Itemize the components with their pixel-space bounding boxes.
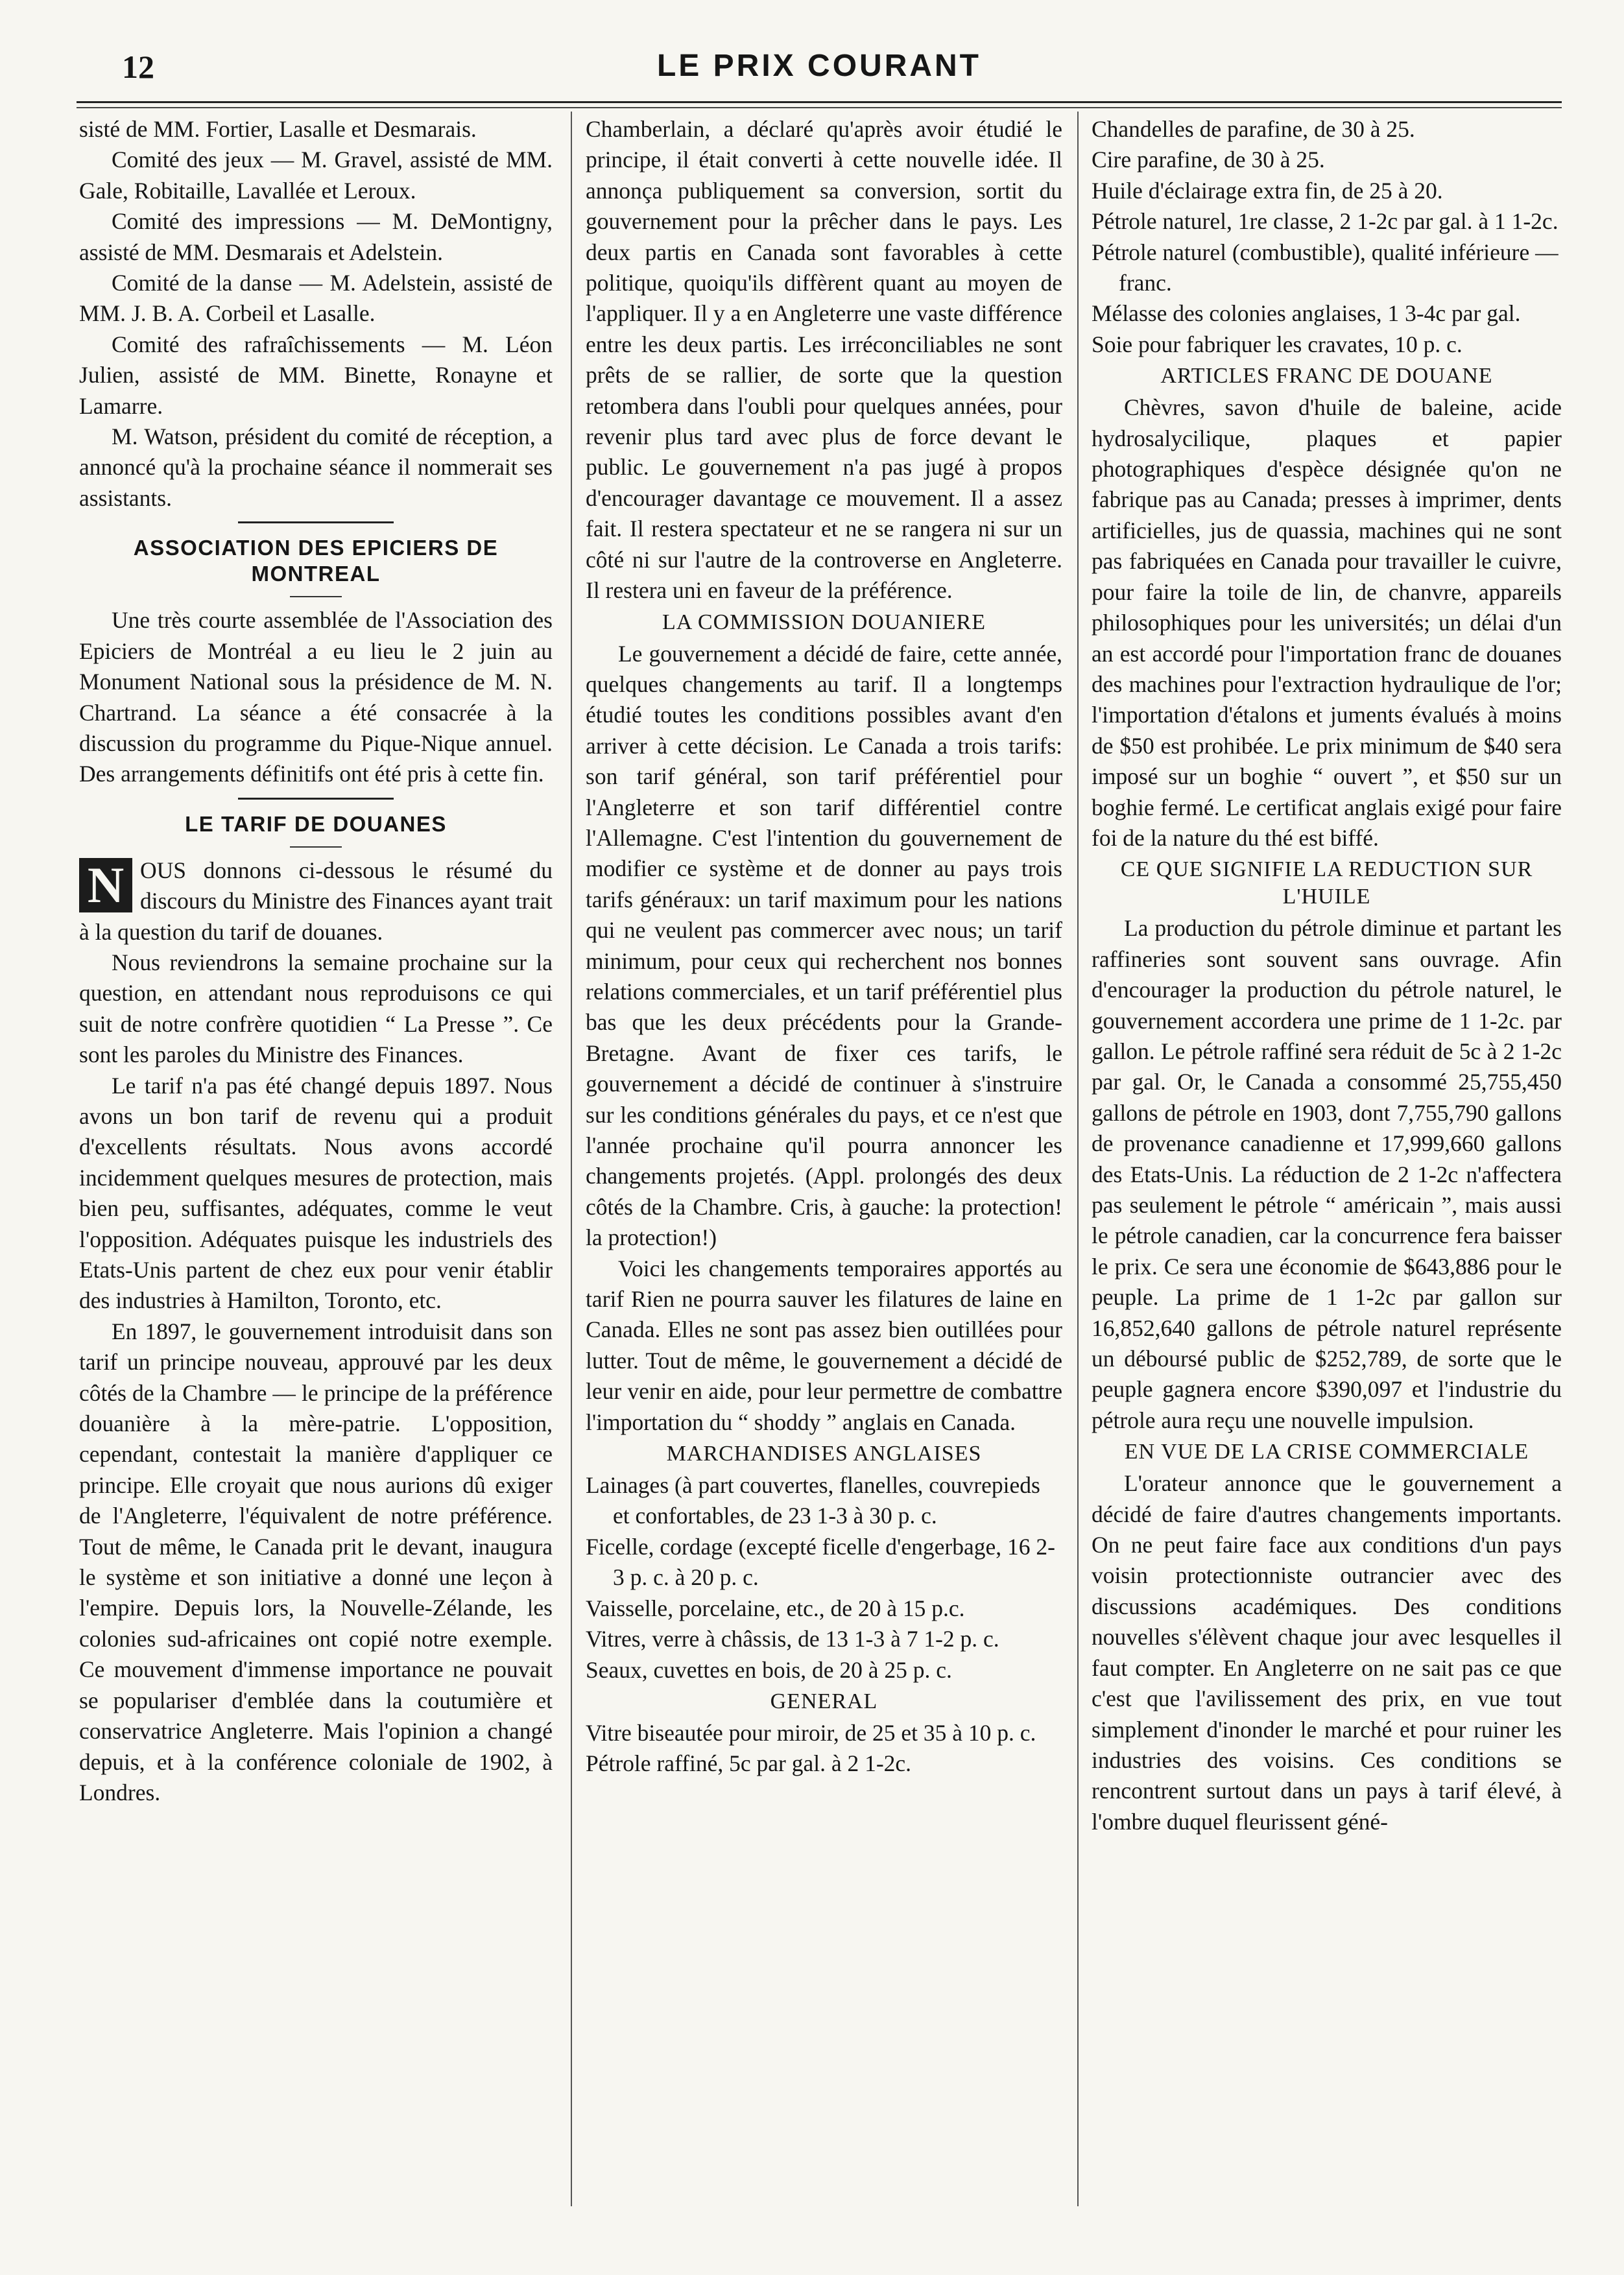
section-title: MARCHANDISES ANGLAISES [666, 1442, 982, 1466]
tariff-item: Pétrole raffiné, 5c par gal. à 2 1-2c. [586, 1750, 912, 1777]
drop-cap: N [79, 858, 132, 912]
paragraph: La production du pétrole diminue et partant les raffineries sont souvent sans ouvrage. Afin d'encourager la production du pétrole naturel, le gouvernement accordera une prime de 1 1-2c. par gallon. Le pétrole raffiné sera réduit de 5c à 2 1-2c par gal. Or, le Canada a consommé 25,755,450 gallons de pétrole en 1903, dont 7,755,790 gallons de provenance canadienne et 17,999,660 gallons des Etats-Unis. La réduction de 2 1-2c n'affectera pas seulement le pétrole “ américain ”, mais aussi le pétrole canadien, car la concurrence fera baisser le prix. Ce sera une économie de $643,886 pour le peuple. La prime de 1 1-2c par gallon sur 16,852,640 gallons de pétrole naturel représente un déboursé public de $252,789, de sorte que le peuple gagnera encore $390,097 et l'industrie du pétrole aura reçu une nouvelle impulsion. [1092, 915, 1562, 1433]
paragraph: L'orateur annonce que le gouvernement a décidé de faire d'autres changements importants. On ne peut faire face aux conditions d'un pays voisin protectionniste outrancier avec des discussions académiques. Des conditions nouvelles s'élèvent chaque jour avec lesquelles il faut compter. En Angleterre on ne sait pas ce que c'est que l'avilissement des prix, en vue tout simplement d'inonder le marché et pour ruiner les industries des voisins. Ces conditions se rencontrent surtout dans un pays à tarif élevé, à l'ombre duquel fleurissent géné- [1092, 1470, 1562, 1835]
section-title: EN VUE DE LA CRISE COMMERCIALE [1124, 1440, 1529, 1464]
column-1 [79, 114, 553, 1808]
section-title: LE TARIF DE DOUANES [185, 811, 447, 836]
tariff-item: Lainages (à part couvertes, flanelles, couvrepieds et confortables, de 23 1-3 à 30 p. c. [586, 1472, 1040, 1529]
paragraph: Comité de la danse — M. Adelstein, assisté de MM. J. B. A. Corbeil et Lasalle. [79, 270, 553, 327]
paragraph [79, 855, 553, 947]
column-divider [571, 112, 572, 2206]
paragraph: Comité des jeux — M. Gravel, assisté de MM. Gale, Robitaille, Lavallée et Leroux. [79, 147, 553, 204]
column-3 [1092, 114, 1562, 1837]
paragraph: En 1897, le gouvernement introduisit dans son tarif un principe nouveau, approuvé par les deux côtés de la Chambre — le principe de la préférence douanière à la mère-patrie. L'opposition, cependant, contestait la manière d'appliquer ce principe. Elle croyait que nous aurions dû exiger de l'Angleterre, l'équivalent de notre préférence. Tout de même, le Canada prit le devant, inaugura le système et son initiative a donné une leçon à l'empire. Depuis lors, la Nouvelle-Zélande, les colonies sud-africaines ont copié notre exemple. Ce mouvement d'immense importance ne pouvait se populariser d'emblée dans la coutumière et conservatrice Angleterre. Mais l'opinion a changé depuis, et à la conférence coloniale de 1902, à Londres. [79, 1318, 553, 1805]
tariff-item: Ficelle, cordage (excepté ficelle d'engerbage, 16 2-3 p. c. à 20 p. c. [586, 1533, 1055, 1591]
page-header [77, 48, 1562, 93]
section-title: ARTICLES FRANC DE DOUANE [1160, 364, 1493, 388]
section-title: CE QUE SIGNIFIE LA REDUCTION SUR L'HUILE [1120, 857, 1533, 909]
title-underline [290, 596, 342, 597]
paragraph: Comité des rafraîchissements — M. Léon Julien, assisté de MM. Binette, Ronayne et Lamarre. [79, 331, 553, 419]
paragraph: Nous reviendrons la semaine prochaine sur la question, en attendant nous reproduisons ce qui suit de notre confrère quotidien “ La Presse ”. Ce sont les paroles du Ministre des Finances. [79, 949, 553, 1068]
paragraph: Le gouvernement a décidé de faire, cette année, quelques changements au tarif. Il a longtemps étudié toutes les conditions possibles avant d'en arriver à cette décision. Le Canada a trois tarifs: son tarif général, son tarif préférentiel pour l'Angleterre et son tarif différentiel contre l'Allemagne. C'est l'intention du gouvernement de modifier ce système et de donner au pays trois tarifs généraux: un tarif maximum pour les nations qui ne veulent pas commercer avec nous; un tarif minimum, pour ceux qui recherchent nos bonnes relations commerciales, et un tarif préférentiel plus bas que les deux précédents pour la Grande-Bretagne. Avant de fixer ces tarifs, le gouvernement a décidé de continuer à s'instruire sur les conditions générales du pays, et ce n'est que l'année prochaine qu'il pourra annoncer les changements projetés. (Appl. prolongés des deux côtés de la Chambre. Cris, à gauche: la protection! la protection!) [586, 640, 1062, 1251]
tariff-item: Soie pour fabriquer les cravates, 10 p. c. [1092, 331, 1463, 357]
title-underline [290, 846, 342, 848]
paragraph: Chamberlain, a déclaré qu'après avoir étudié le principe, il était converti à cette nouvelle idée. Il annonça publiquement sa conversion, sortit du gouvernement pour la prêcher dans le pays. Les deux partis en Canada sont favorables à cette politique, quoiqu'ils diffèrent quant au moyen de l'appliquer. Il y a en Angleterre une vaste différence entre les deux partis. Les irréconciliables ne sont prêts de se rallier, de sorte que la question retombera dans l'oubli pour quelques années, pour revenir plus tard avec plus de force devant le public. Le gouvernement n'a pas jugé à propos d'encourager davantage ce mouvement. Il a assez fait. Il restera spectateur et ne se rangera ni sur un côté ni sur l'autre de la controverse en Angleterre. Il restera uni en faveur de la préférence. [586, 116, 1062, 604]
section-title: ASSOCIATION DES EPICIERS DE MONTREAL [133, 536, 499, 586]
header-rule-thin [77, 107, 1562, 108]
section-separator [238, 798, 394, 800]
tariff-item: Seaux, cuvettes en bois, de 20 à 25 p. c. [586, 1656, 952, 1683]
column-divider [1077, 112, 1079, 2206]
paragraph: Chèvres, savon d'huile de baleine, acide hydrosalycilique, plaques et papier photographiques d'espèce désignée qu'on ne fabrique pas au Canada; presses à imprimer, dents artificielles, jus de quassia, machines qui ne sont pas fabriquées en Canada pour travailler le cuivre, pour faire la toile de lin, de chanvre, appareils philosophiques pour les universités; un délai d'un an est accordé pour l'importation franc de douanes des machines pour l'extraction hydraulique de l'or; l'importation d'étalons et juments évalués à moins de $50 est prohibée. Le prix minimum de $40 sera imposé sur un boghie “ ouvert ”, et $50 sur un boghie fermé. Le certificat anglais exigé pour faire foi de la nature du thé est biffé. [1092, 394, 1562, 851]
header-rule [77, 101, 1562, 103]
tariff-item: Pétrole naturel (combustible), qualité inférieure — franc. [1092, 239, 1558, 296]
tariff-item: Vitre biseautée pour miroir, de 25 et 35 à 10 p. c. [586, 1719, 1036, 1746]
tariff-item: Huile d'éclairage extra fin, de 25 à 20. [1092, 177, 1443, 204]
column-2 [586, 114, 1062, 1780]
tariff-item: Vaisselle, porcelaine, etc., de 20 à 15 p.c. [586, 1595, 965, 1621]
tariff-item: Cire parafine, de 30 à 25. [1092, 147, 1325, 173]
paragraph: Une très courte assemblée de l'Association des Epiciers de Montréal a eu lieu le 2 juin au Monument National sous la présidence de M. N. Chartrand. La séance a été consacrée à la discussion du programme du Pique-Nique annuel. Des arrangements définitifs ont été pris à cette fin. [79, 607, 553, 787]
tariff-item: Mélasse des colonies anglaises, 1 3-4c par gal. [1092, 300, 1521, 327]
paragraph: Comité des impressions — M. DeMontigny, assisté de MM. Desmarais et Adelstein. [79, 208, 553, 265]
section-title: LA COMMISSION DOUANIERE [662, 610, 986, 634]
paragraph: M. Watson, président du comité de réception, a annoncé qu'à la prochaine séance il nommerait ses assistants. [79, 423, 553, 511]
paragraph: Le tarif n'a pas été changé depuis 1897. Nous avons un bon tarif de revenu qui a produit d'excellents résultats. Nous avons accordé incidemment quelques mesures de protection, mais bien peu, suffisantes, adéquates, comme le veut l'opposition. Adéquates puisque les industriels des Etats-Unis partent de chez eux pour venir établir des industries à Hamilton, Toronto, etc. [79, 1072, 553, 1314]
journal-title: LE PRIX COURANT [656, 49, 981, 83]
section-title: GENERAL [770, 1689, 878, 1713]
section-separator [238, 521, 394, 523]
tariff-item: Chandelles de parafine, de 30 à 25. [1092, 116, 1415, 142]
paragraph-text: OUS donnons ci-dessous le résumé du discours du Ministre des Finances ayant trait à la question du tarif de douanes. [79, 857, 553, 945]
paragraph: Voici les changements temporaires apportés au tarif Rien ne pourra sauver les filatures de laine en Canada. Elles ne sont pas assez bien outillées pour lutter. Tout de même, le gouvernement a décidé de leur venir en aide, pour leur permettre de combattre l'importation du “ shoddy ” anglais en Canada. [586, 1255, 1062, 1435]
page-number: 12 [122, 49, 154, 85]
paragraph: sisté de MM. Fortier, Lasalle et Desmarais. [79, 116, 477, 142]
tariff-item: Vitres, verre à châssis, de 13 1-3 à 7 1-2 p. c. [586, 1626, 999, 1652]
tariff-item: Pétrole naturel, 1re classe, 2 1-2c par gal. à 1 1-2c. [1092, 208, 1558, 235]
